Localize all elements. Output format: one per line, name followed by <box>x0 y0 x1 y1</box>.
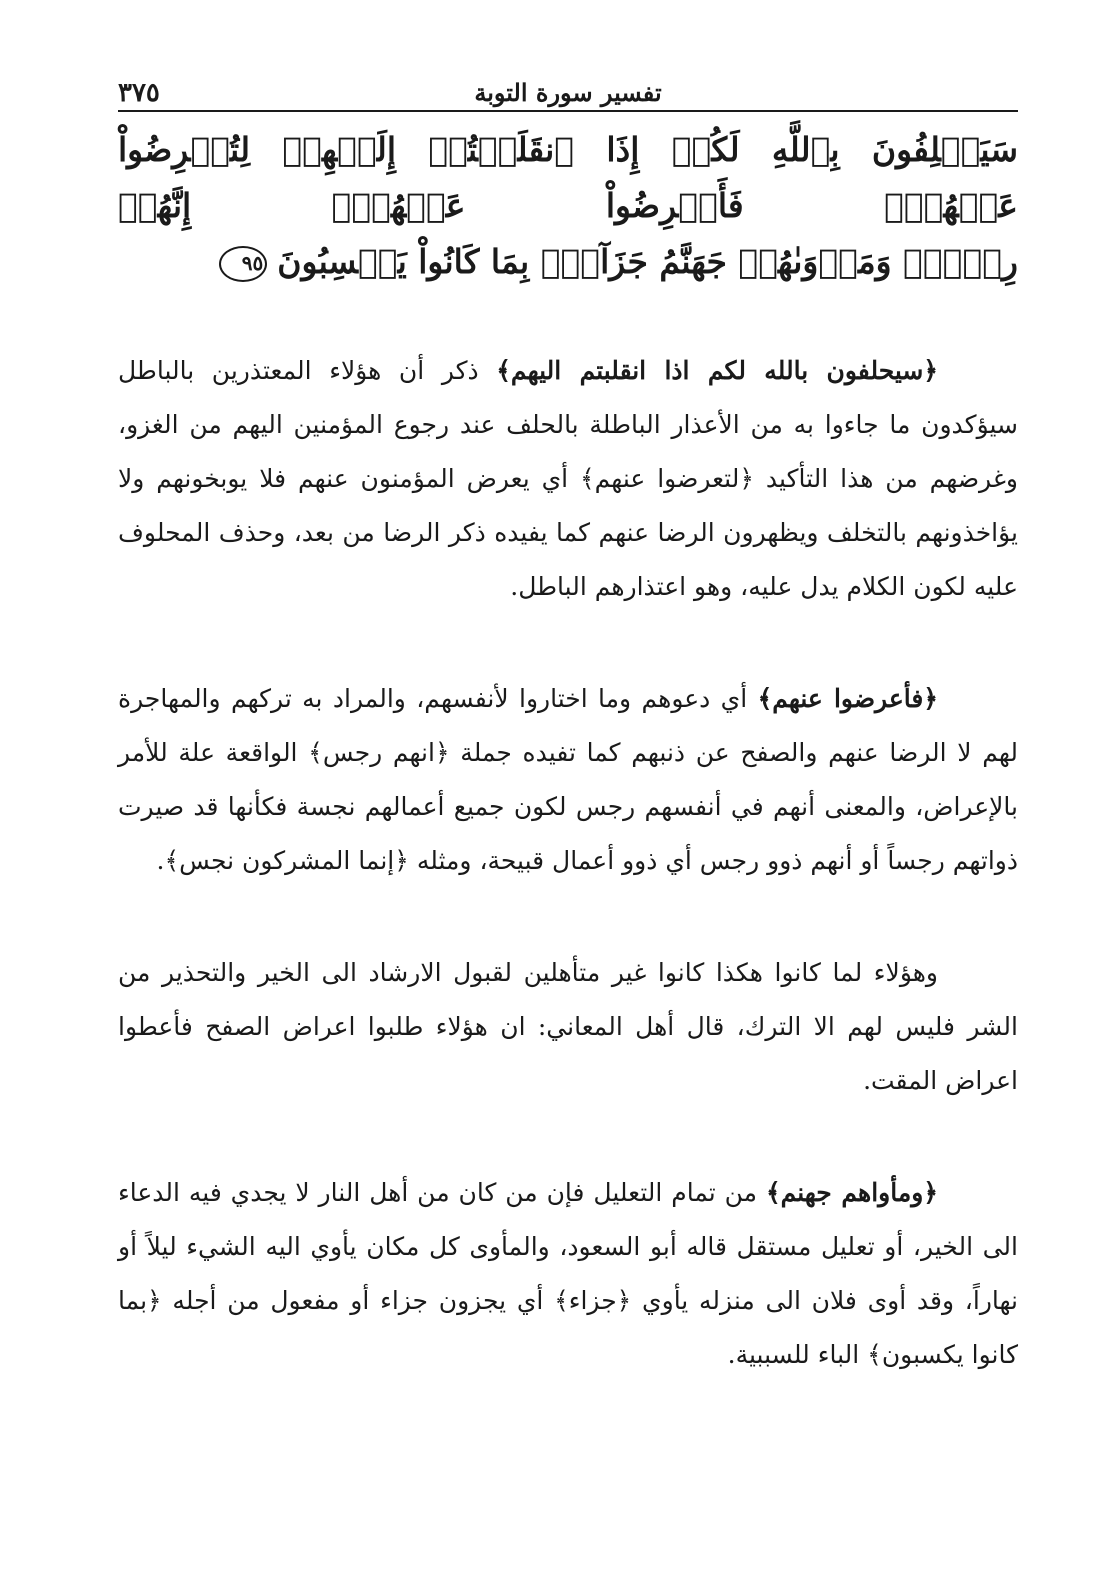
document-page <box>118 60 1018 1540</box>
page-header <box>118 60 1018 112</box>
commentary-paragraph-2 <box>118 672 1018 888</box>
ayah-number-marker: ٩٥ <box>219 246 267 282</box>
quran-verse <box>118 122 1018 290</box>
commentary-paragraph-3 <box>118 946 1018 1108</box>
verse-line-2 <box>118 234 1018 290</box>
running-title: تفسير سورة التوبة <box>474 78 662 107</box>
paragraph-text: وهؤلاء لما كانوا هكذا كانوا غير متأهلين لقبول الارشاد الى الخير والتحذير من الشر فليس لهم الا الترك، قال أهل المعاني: ان هؤلاء طلبوا اعراض الصفح فأعطوا اعراض المقت. <box>118 958 1018 1095</box>
verse-line-2-text: رِجۡسٞۖ وَمَأۡوَىٰهُمۡ جَهَنَّمُ جَزَآءَۢ بِمَا كَانُواْ يَكۡسِبُونَ <box>277 242 1018 281</box>
verse-line-1: سَيَحۡلِفُونَ بِٱللَّهِ لَكُمۡ إِذَا ٱنقَلَبۡتُمۡ إِلَيۡهِمۡ لِتُعۡرِضُواْ عَنۡهُمۡۖ فَأَعۡرِضُواْ عَنۡهُمۡۖ إِنَّهُمۡ <box>118 130 1018 225</box>
paragraph-text: من تمام التعليل فإن من كان من أهل النار لا يجدي فيه الدعاء الى الخير، أو تعليل مستقل قاله أبو السعود، والمأوى كل مكان يأوي اليه الشيء ليلاً أو نهاراً، وقد أوى فلان الى منزله يأوي ﴿جزاء﴾ أي يجزون جزاء أو مفعول من أجله ﴿بما كانوا يكسبون﴾ الباء للسببية. <box>118 1178 1018 1369</box>
commentary <box>118 344 1018 1382</box>
page-number: ٣٧٥ <box>118 78 160 108</box>
paragraph-text: أي دعوهم وما اختاروا لأنفسهم، والمراد به تركهم والمهاجرة لهم لا الرضا عنهم والصفح عن ذنبهم كما تفيده جملة ﴿انهم رجس﴾ الواقعة علة للأمر بالإعراض، والمعنى أنهم في أنفسهم رجس لكون جميع أعمالهم نجسة فكأنها قد صيرت ذواتهم رجساً أو أنهم ذوو رجس أي ذوو أعمال قبيحة، ومثله ﴿إنما المشركون نجس﴾. <box>118 684 1018 875</box>
quoted-phrase: ﴿فأعرضوا عنهم﴾ <box>757 684 938 713</box>
quoted-phrase: ﴿سيحلفون بالله لكم اذا انقلبتم اليهم﴾ <box>496 356 939 385</box>
commentary-paragraph-1 <box>118 344 1018 614</box>
quoted-phrase: ﴿ومأواهم جهنم﴾ <box>765 1178 938 1207</box>
paragraph-text: ذكر أن هؤلاء المعتذرين بالباطل سيؤكدون ما جاءوا به من الأعذار الباطلة بالحلف عند رجوع المؤمنين اليهم من الغزو، وغرضهم من هذا التأكيد ﴿لتعرضوا عنهم﴾ أي يعرض المؤمنون عنهم فلا يوبخونهم ولا يؤاخذونهم بالتخلف ويظهرون الرضا عنهم كما يفيده ذكر الرضا من بعد، وحذف المحلوف عليه لكون الكلام يدل عليه، وهو اعتذارهم الباطل. <box>118 356 1018 601</box>
commentary-paragraph-4 <box>118 1166 1018 1382</box>
